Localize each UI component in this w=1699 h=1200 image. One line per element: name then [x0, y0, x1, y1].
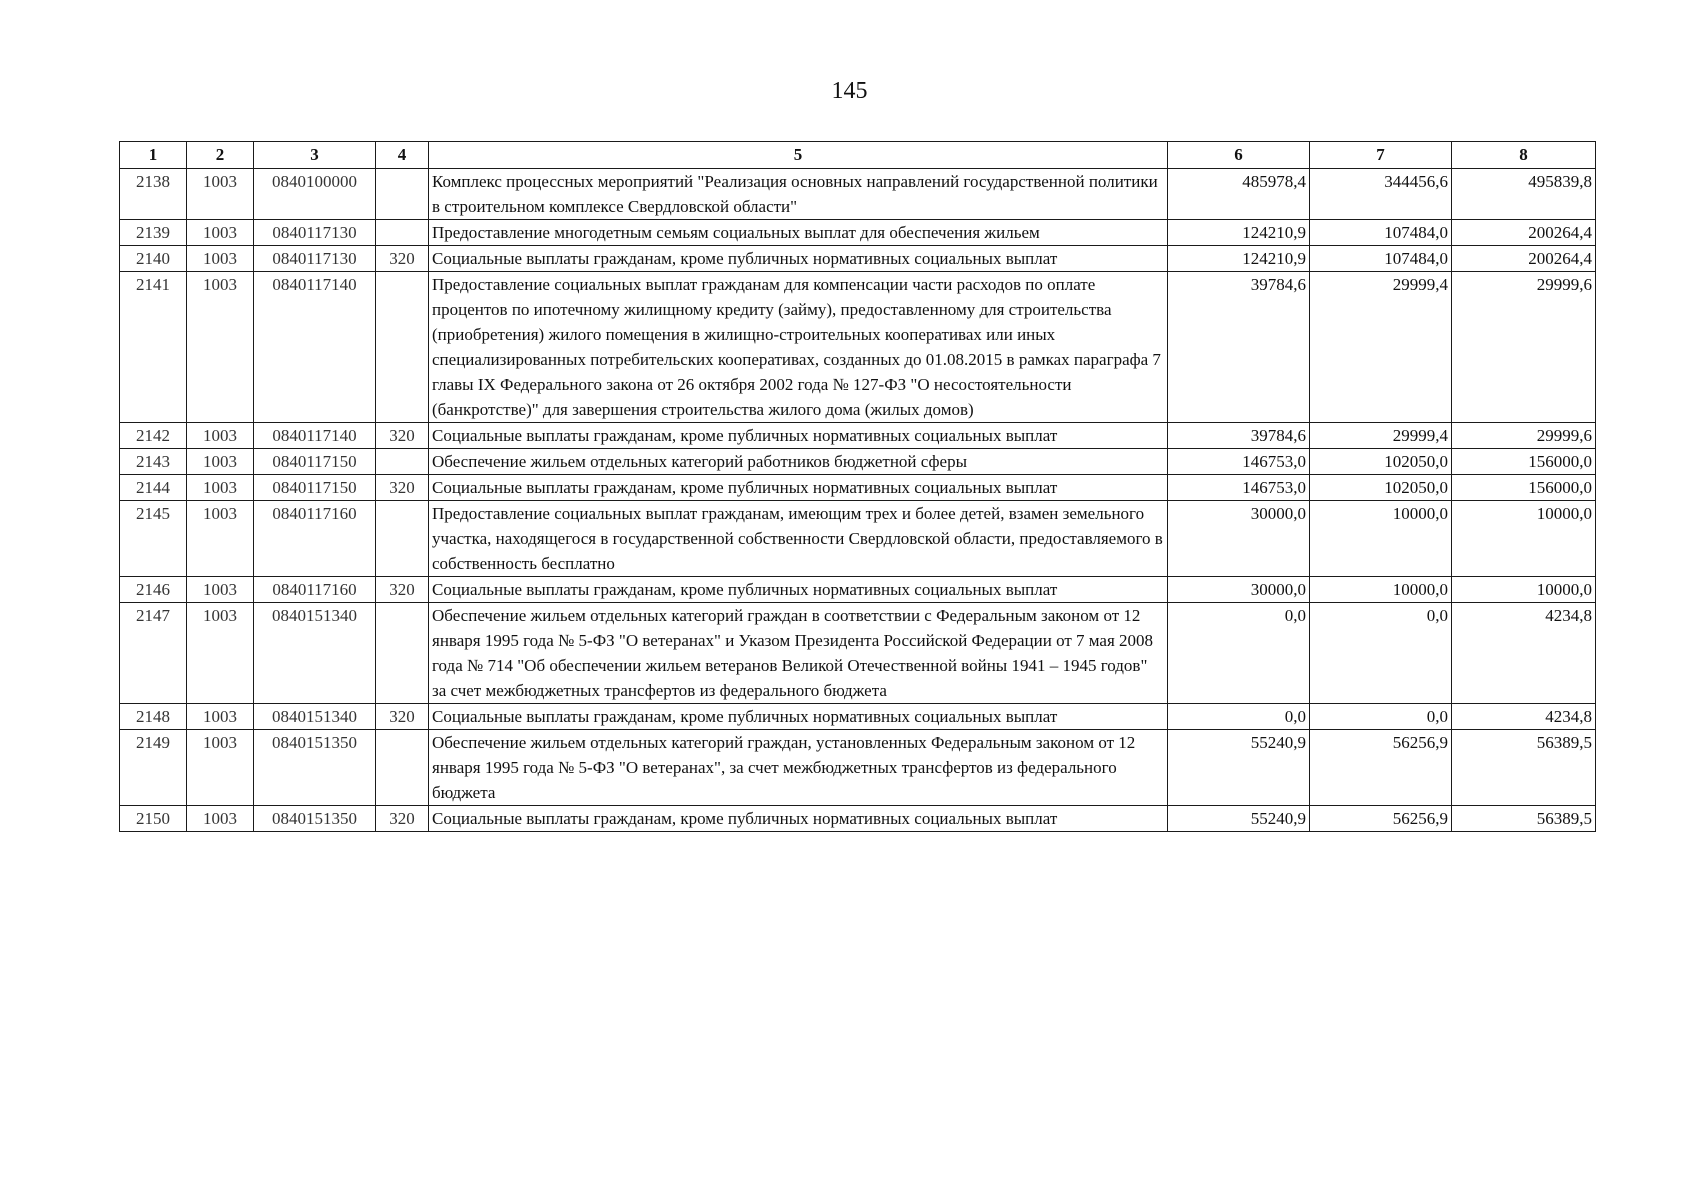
column-header: 1 [120, 142, 187, 169]
amount-col6-cell: 55240,9 [1168, 730, 1310, 806]
expense-type-cell [376, 730, 429, 806]
amount-col8-cell: 29999,6 [1452, 423, 1596, 449]
expense-type-cell: 320 [376, 475, 429, 501]
amount-col6-cell: 30000,0 [1168, 501, 1310, 577]
amount-col6-cell: 146753,0 [1168, 449, 1310, 475]
amount-col6-cell: 39784,6 [1168, 272, 1310, 423]
section-code-cell: 1003 [187, 704, 254, 730]
amount-col6-cell: 55240,9 [1168, 806, 1310, 832]
row-number-cell: 2138 [120, 169, 187, 220]
row-number-cell: 2148 [120, 704, 187, 730]
target-article-cell: 0840151340 [254, 704, 376, 730]
table-row [120, 704, 1596, 730]
target-article-cell: 0840117160 [254, 501, 376, 577]
section-code-cell: 1003 [187, 449, 254, 475]
item-name-cell: Социальные выплаты гражданам, кроме публичных нормативных социальных выплат [429, 577, 1168, 603]
amount-col6-cell: 30000,0 [1168, 577, 1310, 603]
section-code-cell: 1003 [187, 475, 254, 501]
table-row [120, 603, 1596, 704]
row-number-cell: 2149 [120, 730, 187, 806]
amount-col8-cell: 56389,5 [1452, 806, 1596, 832]
amount-col8-cell: 56389,5 [1452, 730, 1596, 806]
item-name-cell: Предоставление социальных выплат гражданам для компенсации части расходов по оплате процентов по ипотечному жилищному кредиту (займу), предоставленному для строительства (приобретения) жилого помещения в жилищно-строительных кооперативах или иных специализированных потребительских кооперативах, созданных до 01.08.2015 в рамках параграфа 7 главы IX Федерального закона от 26 октября 2002 года № 127-ФЗ "О несостоятельности (банкротстве)" для завершения строительства жилого дома (жилых домов) [429, 272, 1168, 423]
amount-col7-cell: 102050,0 [1310, 449, 1452, 475]
section-code-cell: 1003 [187, 246, 254, 272]
item-name-cell: Социальные выплаты гражданам, кроме публичных нормативных социальных выплат [429, 246, 1168, 272]
section-code-cell: 1003 [187, 169, 254, 220]
target-article-cell: 0840117140 [254, 272, 376, 423]
item-name-cell: Обеспечение жильем отдельных категорий граждан в соответствии с Федеральным законом от 12 января 1995 года № 5-ФЗ "О ветеранах" и Указом Президента Российской Федерации от 7 мая 2008 года № 714 "Об обеспечении жильем ветеранов Великой Отечественной войны 1941 – 1945 годов" за счет межбюджетных трансфертов из федерального бюджета [429, 603, 1168, 704]
row-number-cell: 2145 [120, 501, 187, 577]
row-number-cell: 2144 [120, 475, 187, 501]
section-code-cell: 1003 [187, 220, 254, 246]
amount-col8-cell: 4234,8 [1452, 704, 1596, 730]
expense-type-cell: 320 [376, 577, 429, 603]
table-row [120, 449, 1596, 475]
item-name-cell: Предоставление социальных выплат гражданам, имеющим трех и более детей, взамен земельного участка, находящегося в государственной собственности Свердловской области, предоставляемого в собственность бесплатно [429, 501, 1168, 577]
amount-col6-cell: 146753,0 [1168, 475, 1310, 501]
column-header: 5 [429, 142, 1168, 169]
item-name-cell: Социальные выплаты гражданам, кроме публичных нормативных социальных выплат [429, 806, 1168, 832]
section-code-cell: 1003 [187, 603, 254, 704]
column-header: 2 [187, 142, 254, 169]
item-name-cell: Социальные выплаты гражданам, кроме публичных нормативных социальных выплат [429, 704, 1168, 730]
table-row [120, 806, 1596, 832]
section-code-cell: 1003 [187, 577, 254, 603]
amount-col8-cell: 10000,0 [1452, 577, 1596, 603]
target-article-cell: 0840117160 [254, 577, 376, 603]
expense-type-cell: 320 [376, 423, 429, 449]
amount-col6-cell: 0,0 [1168, 704, 1310, 730]
table-row [120, 577, 1596, 603]
budget-table [119, 141, 1596, 832]
amount-col7-cell: 29999,4 [1310, 272, 1452, 423]
column-header: 6 [1168, 142, 1310, 169]
section-code-cell: 1003 [187, 730, 254, 806]
row-number-cell: 2142 [120, 423, 187, 449]
expense-type-cell [376, 449, 429, 475]
expense-type-cell [376, 220, 429, 246]
amount-col7-cell: 10000,0 [1310, 577, 1452, 603]
expense-type-cell: 320 [376, 704, 429, 730]
target-article-cell: 0840151340 [254, 603, 376, 704]
amount-col7-cell: 0,0 [1310, 704, 1452, 730]
row-number-cell: 2147 [120, 603, 187, 704]
amount-col8-cell: 200264,4 [1452, 246, 1596, 272]
table-row [120, 423, 1596, 449]
table-row [120, 272, 1596, 423]
item-name-cell: Обеспечение жильем отдельных категорий работников бюджетной сферы [429, 449, 1168, 475]
amount-col8-cell: 4234,8 [1452, 603, 1596, 704]
amount-col7-cell: 56256,9 [1310, 730, 1452, 806]
column-number-row [120, 142, 1596, 169]
item-name-cell: Социальные выплаты гражданам, кроме публичных нормативных социальных выплат [429, 423, 1168, 449]
amount-col6-cell: 124210,9 [1168, 246, 1310, 272]
expense-type-cell [376, 272, 429, 423]
item-name-cell: Предоставление многодетным семьям социальных выплат для обеспечения жильем [429, 220, 1168, 246]
expense-type-cell [376, 169, 429, 220]
amount-col7-cell: 0,0 [1310, 603, 1452, 704]
item-name-cell: Обеспечение жильем отдельных категорий граждан, установленных Федеральным законом от 12 января 1995 года № 5-ФЗ "О ветеранах", за счет межбюджетных трансфертов из федерального бюджета [429, 730, 1168, 806]
amount-col8-cell: 495839,8 [1452, 169, 1596, 220]
column-header: 3 [254, 142, 376, 169]
amount-col7-cell: 102050,0 [1310, 475, 1452, 501]
amount-col6-cell: 485978,4 [1168, 169, 1310, 220]
amount-col8-cell: 156000,0 [1452, 449, 1596, 475]
expense-type-cell [376, 501, 429, 577]
section-code-cell: 1003 [187, 501, 254, 577]
section-code-cell: 1003 [187, 806, 254, 832]
row-number-cell: 2139 [120, 220, 187, 246]
amount-col7-cell: 344456,6 [1310, 169, 1452, 220]
amount-col8-cell: 10000,0 [1452, 501, 1596, 577]
expense-type-cell: 320 [376, 806, 429, 832]
target-article-cell: 0840151350 [254, 730, 376, 806]
target-article-cell: 0840151350 [254, 806, 376, 832]
row-number-cell: 2146 [120, 577, 187, 603]
amount-col7-cell: 107484,0 [1310, 220, 1452, 246]
target-article-cell: 0840117150 [254, 449, 376, 475]
amount-col7-cell: 107484,0 [1310, 246, 1452, 272]
amount-col6-cell: 124210,9 [1168, 220, 1310, 246]
section-code-cell: 1003 [187, 423, 254, 449]
item-name-cell: Социальные выплаты гражданам, кроме публичных нормативных социальных выплат [429, 475, 1168, 501]
amount-col8-cell: 156000,0 [1452, 475, 1596, 501]
target-article-cell: 0840100000 [254, 169, 376, 220]
table-row [120, 246, 1596, 272]
row-number-cell: 2150 [120, 806, 187, 832]
row-number-cell: 2143 [120, 449, 187, 475]
table-row [120, 501, 1596, 577]
table-row [120, 220, 1596, 246]
item-name-cell: Комплекс процессных мероприятий "Реализация основных направлений государственной политики в строительном комплексе Свердловской области" [429, 169, 1168, 220]
expense-type-cell: 320 [376, 246, 429, 272]
expense-type-cell [376, 603, 429, 704]
column-header: 8 [1452, 142, 1596, 169]
amount-col8-cell: 200264,4 [1452, 220, 1596, 246]
target-article-cell: 0840117150 [254, 475, 376, 501]
amount-col7-cell: 29999,4 [1310, 423, 1452, 449]
amount-col6-cell: 0,0 [1168, 603, 1310, 704]
amount-col7-cell: 56256,9 [1310, 806, 1452, 832]
amount-col6-cell: 39784,6 [1168, 423, 1310, 449]
column-header: 4 [376, 142, 429, 169]
row-number-cell: 2141 [120, 272, 187, 423]
page-number: 145 [831, 78, 868, 104]
target-article-cell: 0840117130 [254, 220, 376, 246]
row-number-cell: 2140 [120, 246, 187, 272]
table-row [120, 475, 1596, 501]
amount-col8-cell: 29999,6 [1452, 272, 1596, 423]
section-code-cell: 1003 [187, 272, 254, 423]
amount-col7-cell: 10000,0 [1310, 501, 1452, 577]
table-row [120, 730, 1596, 806]
target-article-cell: 0840117130 [254, 246, 376, 272]
table-row [120, 169, 1596, 220]
target-article-cell: 0840117140 [254, 423, 376, 449]
column-header: 7 [1310, 142, 1452, 169]
